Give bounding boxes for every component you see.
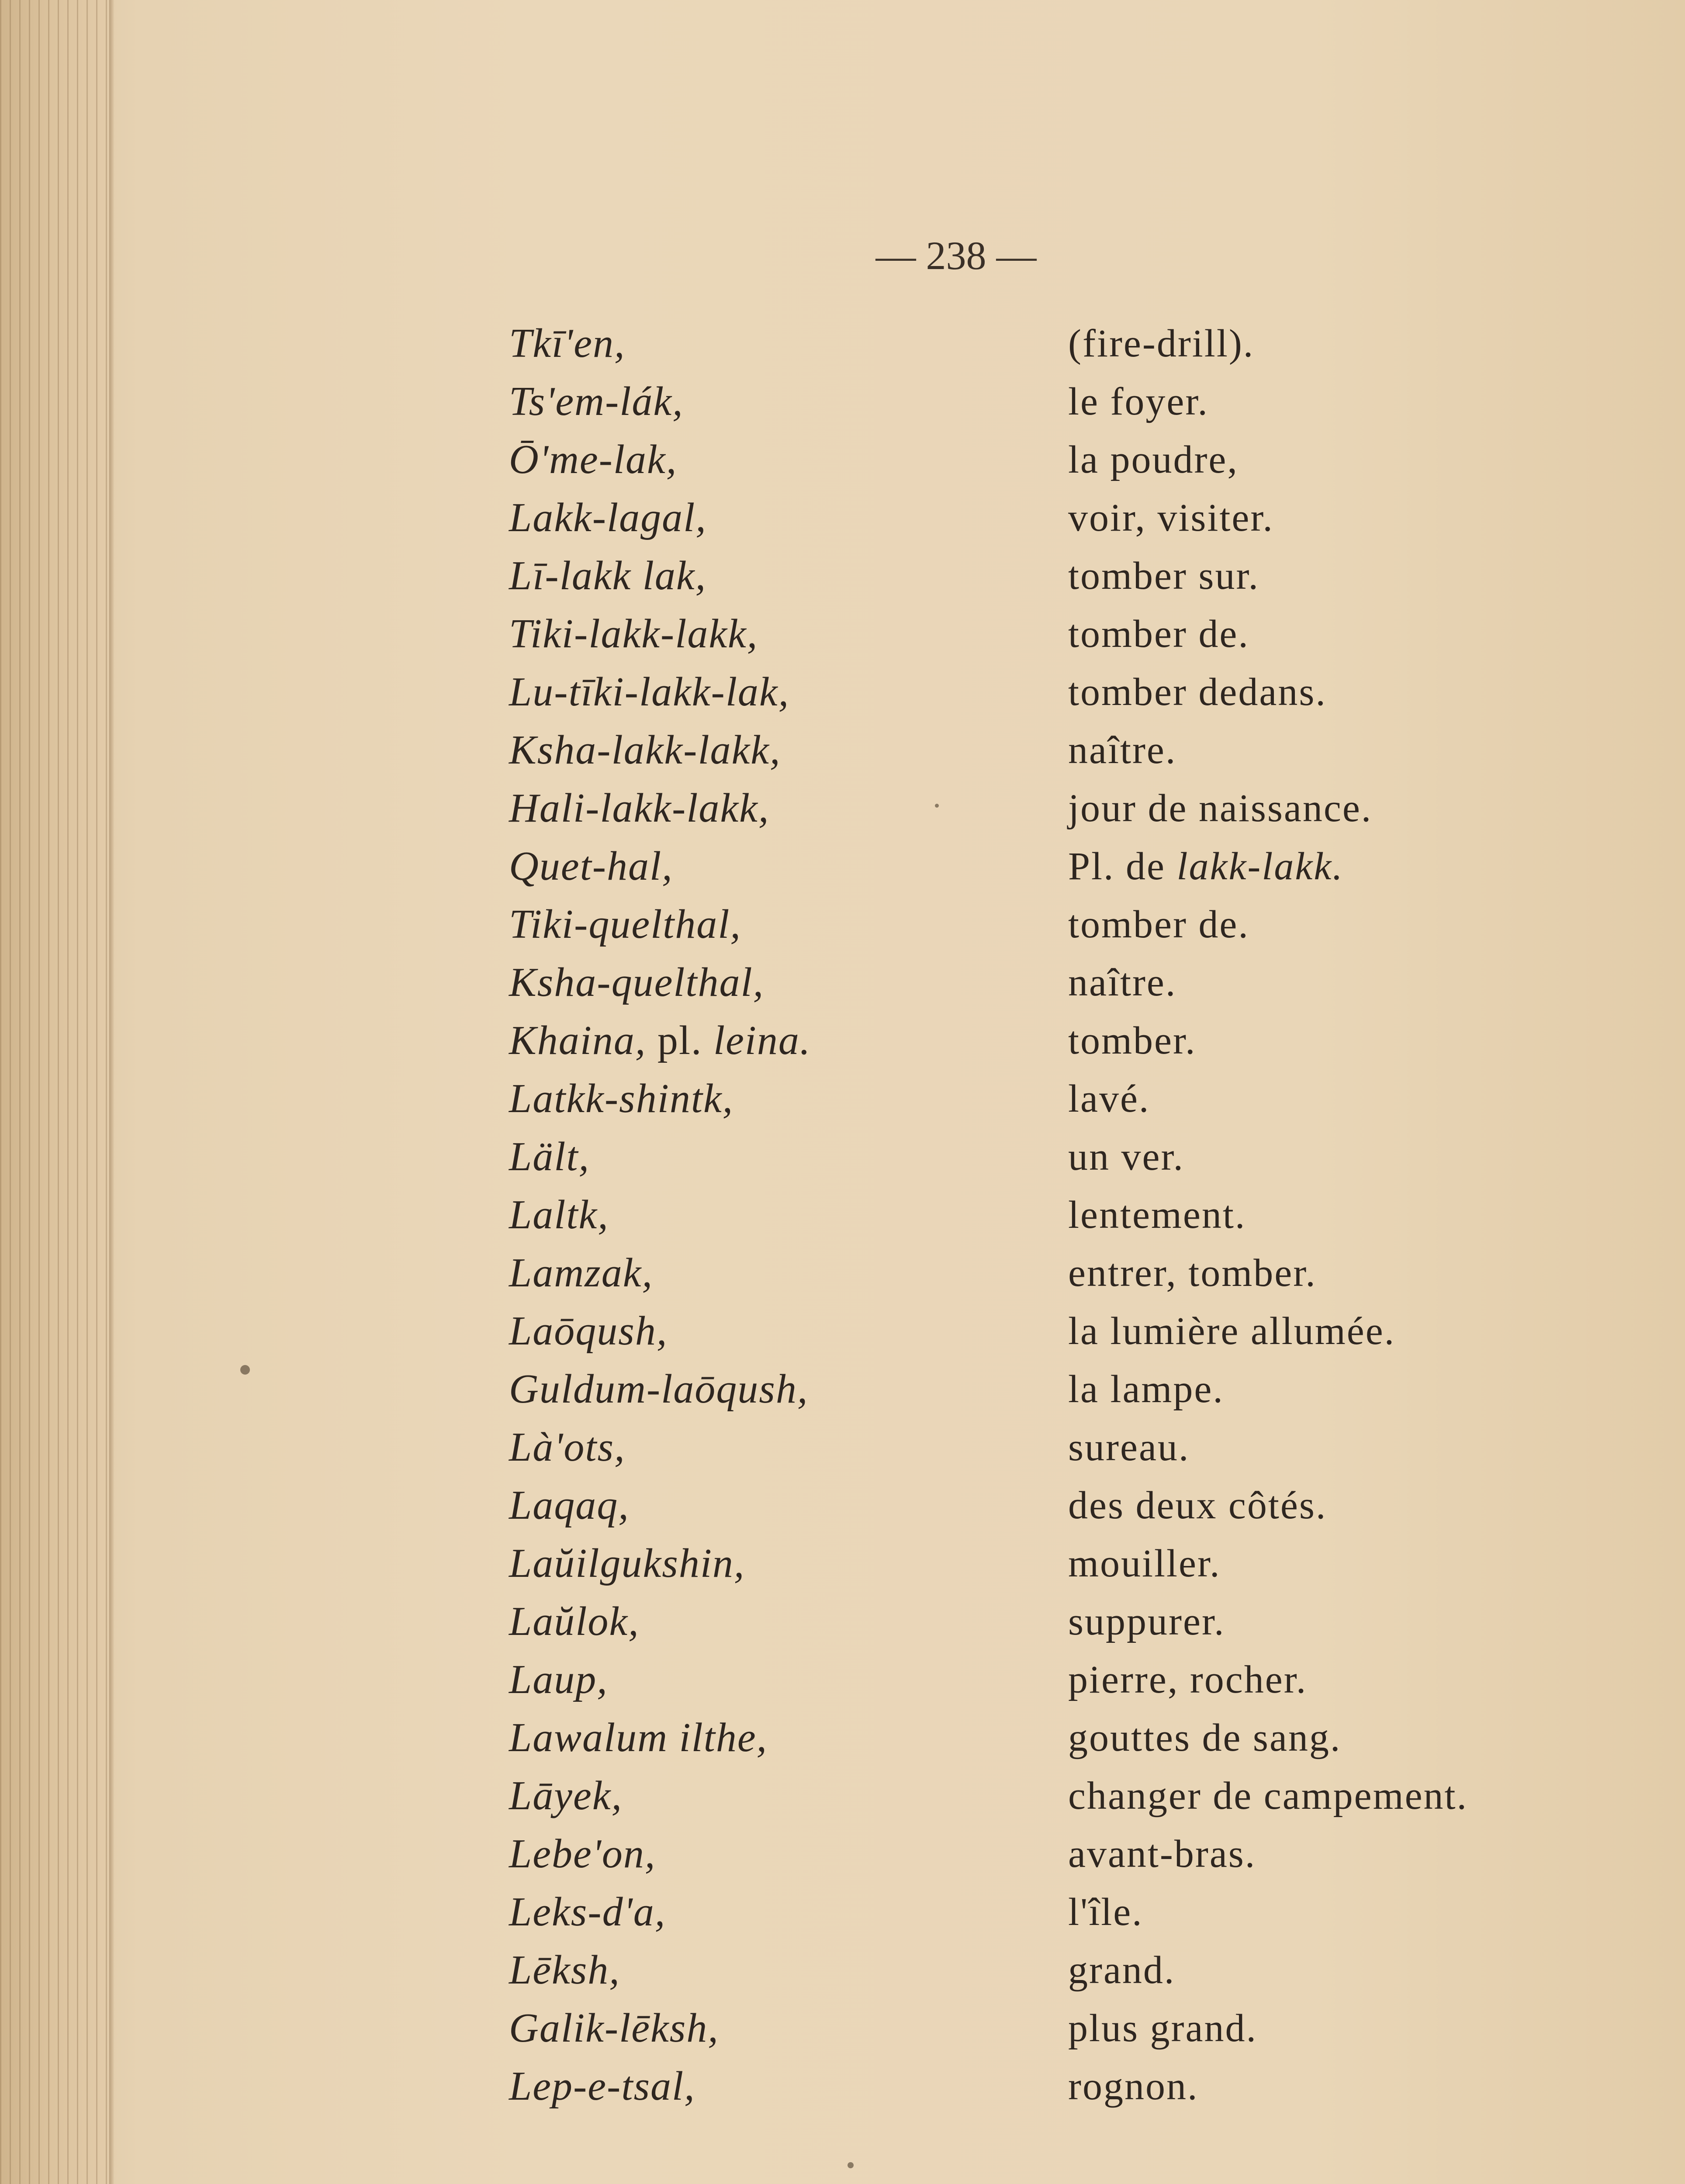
entry-gloss (1068, 2057, 1198, 2115)
entry-gloss-text: pierre, rocher. (1068, 1658, 1308, 1701)
entry-term-text: Quet-hal, (509, 843, 673, 889)
glossary-entry (509, 1128, 1645, 1186)
glossary-entry (509, 1012, 1645, 1070)
entry-gloss (1068, 1534, 1221, 1593)
entry-term (509, 1012, 811, 1070)
entry-term-text: Lep-e-tsal, (509, 2063, 695, 2109)
entry-gloss (1068, 1302, 1395, 1360)
entry-term-text: Khaina, (509, 1018, 647, 1063)
entry-gloss-text: l'île. (1068, 1890, 1143, 1934)
entry-term (509, 1651, 608, 1709)
entry-term-text: Ts'em-lák, (509, 379, 684, 424)
glossary-entry (509, 605, 1645, 663)
entry-term-plural: leina. (713, 1018, 811, 1063)
entry-gloss (1068, 489, 1274, 547)
entry-term-text: Leks-d'a, (509, 1889, 666, 1935)
entry-gloss-text: tomber. (1068, 1019, 1197, 1062)
entry-term (509, 1476, 630, 1534)
glossary-entry (509, 547, 1645, 605)
page-number: — 238 — (875, 233, 1037, 278)
entry-gloss (1068, 1999, 1257, 2057)
entry-term (509, 1070, 734, 1128)
glossary-entry (509, 1244, 1645, 1302)
entry-gloss (1068, 605, 1249, 663)
entry-term (509, 895, 741, 954)
entry-term-text: Lī-lakk lak, (509, 553, 707, 598)
entry-gloss-reference: lakk-lakk. (1176, 845, 1344, 888)
entry-term-text: Laltk, (509, 1192, 609, 1237)
entry-gloss-text: changer de campement. (1068, 1774, 1468, 1818)
entry-gloss-text: grand. (1068, 1949, 1176, 1992)
entry-term (509, 663, 789, 721)
glossary-entry (509, 895, 1645, 954)
entry-term (509, 1593, 640, 1651)
paper-speck (848, 2162, 854, 2168)
glossary-entry (509, 1360, 1645, 1418)
entry-term (509, 431, 677, 489)
entry-term (509, 605, 758, 663)
entry-gloss-text: sureau. (1068, 1426, 1190, 1469)
entry-term (509, 1418, 626, 1476)
entry-gloss-text: naître. (1068, 729, 1177, 772)
entry-gloss-text: le foyer. (1068, 380, 1209, 423)
entry-gloss (1068, 1883, 1143, 1941)
entry-term (509, 314, 625, 373)
entry-term-text: Laqaq, (509, 1482, 630, 1528)
entry-gloss-text: la poudre, (1068, 438, 1239, 481)
entry-term-text: Ksha-quelthal, (509, 960, 765, 1005)
entry-term-text: Laup, (509, 1657, 608, 1702)
entry-term-text: Là'ots, (509, 1424, 626, 1470)
entry-term (509, 721, 781, 779)
entry-term-text: Latkk-shintk, (509, 1076, 734, 1121)
entry-term (509, 1128, 590, 1186)
entry-gloss (1068, 373, 1209, 431)
entry-term-text: Lakk-lagal, (509, 495, 707, 540)
glossary-entry (509, 721, 1645, 779)
entry-gloss-text: (fire-drill). (1068, 322, 1255, 365)
entry-term (509, 1534, 745, 1593)
entry-term-text: Lebe'on, (509, 1831, 656, 1876)
entry-gloss-text: la lampe. (1068, 1368, 1224, 1411)
glossary-list (509, 314, 1645, 2115)
glossary-entry (509, 1476, 1645, 1534)
glossary-entry (509, 1070, 1645, 1128)
entry-gloss-text: jour de naissance. (1068, 787, 1373, 830)
entry-gloss-text: rognon. (1068, 2065, 1199, 2108)
entry-term-text: Lēksh, (509, 1947, 620, 1993)
entry-gloss (1068, 895, 1249, 954)
entry-term (509, 2057, 695, 2115)
glossary-entry (509, 1883, 1645, 1941)
entry-gloss (1068, 1767, 1468, 1825)
glossary-entry (509, 1941, 1645, 1999)
entry-term-text: Lāyek, (509, 1773, 623, 1818)
glossary-entry (509, 1418, 1645, 1476)
glossary-entry (509, 373, 1645, 431)
entry-gloss-text: gouttes de sang. (1068, 1716, 1342, 1759)
glossary-entry (509, 489, 1645, 547)
entry-gloss (1068, 1070, 1150, 1128)
entry-gloss-text: voir, visiter. (1068, 496, 1274, 539)
entry-gloss-text: tomber dedans. (1068, 670, 1327, 714)
entry-term (509, 1360, 808, 1418)
entry-term (509, 1941, 620, 1999)
entry-term (509, 954, 764, 1012)
entry-gloss-text: tomber de. (1068, 903, 1249, 946)
glossary-entry (509, 314, 1645, 373)
entry-term (509, 837, 673, 895)
entry-gloss (1068, 837, 1344, 895)
entry-gloss (1068, 1825, 1256, 1883)
entry-term-text: Lält, (509, 1134, 590, 1179)
entry-gloss-text: naître. (1068, 961, 1177, 1004)
entry-gloss (1068, 663, 1327, 721)
glossary-entry (509, 1999, 1645, 2057)
entry-gloss (1068, 1186, 1246, 1244)
glossary-entry (509, 954, 1645, 1012)
entry-gloss (1068, 1476, 1327, 1534)
entry-gloss-text: des deux côtés. (1068, 1484, 1327, 1527)
entry-gloss (1068, 314, 1254, 373)
entry-term (509, 1825, 656, 1883)
entry-gloss (1068, 954, 1176, 1012)
glossary-entry (509, 1302, 1645, 1360)
entry-gloss (1068, 1709, 1341, 1767)
glossary-entry (509, 1767, 1645, 1825)
entry-term-text: Guldum-laōqush, (509, 1366, 809, 1412)
glossary-entry (509, 2057, 1645, 2115)
entry-gloss-text: la lumière allumée. (1068, 1310, 1396, 1353)
entry-term (509, 373, 684, 431)
entry-gloss-text: avant-bras. (1068, 1832, 1256, 1876)
entry-term (509, 1186, 609, 1244)
entry-gloss (1068, 1593, 1225, 1651)
entry-gloss (1068, 1012, 1196, 1070)
glossary-entry (509, 1534, 1645, 1593)
entry-term-text: Lu-tīki-lakk-lak, (509, 669, 790, 715)
entry-gloss (1068, 1418, 1190, 1476)
entry-term-abbrev: pl. (657, 1018, 702, 1063)
entry-term-text: Ō'me-lak, (509, 437, 678, 482)
entry-term-text: Tiki-lakk-lakk, (509, 611, 758, 657)
glossary-entry (509, 1709, 1645, 1767)
glossary-entry (509, 1825, 1645, 1883)
glossary-entry (509, 837, 1645, 895)
entry-gloss-text: suppurer. (1068, 1600, 1225, 1643)
entry-term-text: Laŭlok, (509, 1599, 640, 1644)
entry-term-text: Lamzak, (509, 1250, 653, 1296)
entry-term (509, 1767, 623, 1825)
paper-speck (935, 804, 939, 808)
entry-gloss (1068, 1651, 1307, 1709)
glossary-entry (509, 1593, 1645, 1651)
entry-term-text: Tkī'en, (509, 321, 626, 366)
glossary-entry (509, 779, 1645, 837)
entry-gloss-text: tomber sur. (1068, 554, 1259, 598)
entry-term-text: Galik-lēksh, (509, 2005, 719, 2051)
entry-term (509, 779, 769, 837)
entry-term (509, 1244, 653, 1302)
entry-gloss (1068, 1244, 1317, 1302)
entry-gloss-text: Pl. de (1068, 845, 1166, 888)
glossary-entry (509, 431, 1645, 489)
entry-term-text: Laŭilgukshin, (509, 1541, 745, 1586)
entry-gloss-text: plus grand. (1068, 2007, 1257, 2050)
entry-gloss (1068, 1360, 1224, 1418)
glossary-entry (509, 1186, 1645, 1244)
entry-term (509, 1302, 668, 1360)
glossary-entry (509, 1651, 1645, 1709)
entry-gloss-text: entrer, tomber. (1068, 1251, 1317, 1295)
entry-gloss (1068, 1128, 1184, 1186)
entry-term-text: Hali-lakk-lakk, (509, 785, 770, 831)
entry-gloss (1068, 779, 1372, 837)
paper-speck (240, 1365, 250, 1375)
entry-gloss (1068, 721, 1176, 779)
entry-gloss (1068, 547, 1259, 605)
entry-term (509, 489, 707, 547)
entry-gloss-text: lavé. (1068, 1077, 1150, 1120)
entry-term-text: Lawalum ilthe, (509, 1715, 768, 1760)
entry-term (509, 1709, 768, 1767)
entry-term-text: Laōqush, (509, 1308, 668, 1354)
entry-gloss-text: tomber de. (1068, 612, 1249, 656)
entry-term (509, 547, 706, 605)
glossary-entry (509, 663, 1645, 721)
entry-gloss-text: lentement. (1068, 1193, 1246, 1237)
entry-gloss-text: un ver. (1068, 1135, 1184, 1178)
entry-term-text: Ksha-lakk-lakk, (509, 727, 781, 773)
entry-gloss (1068, 431, 1239, 489)
entry-gloss-text: mouiller. (1068, 1542, 1221, 1585)
entry-term (509, 1883, 666, 1941)
entry-term (509, 1999, 719, 2057)
page-stack-edges (0, 0, 114, 2184)
entry-term-text: Tiki-quelthal, (509, 902, 741, 947)
entry-gloss (1068, 1941, 1175, 1999)
page-fold-shadow (109, 0, 114, 2184)
